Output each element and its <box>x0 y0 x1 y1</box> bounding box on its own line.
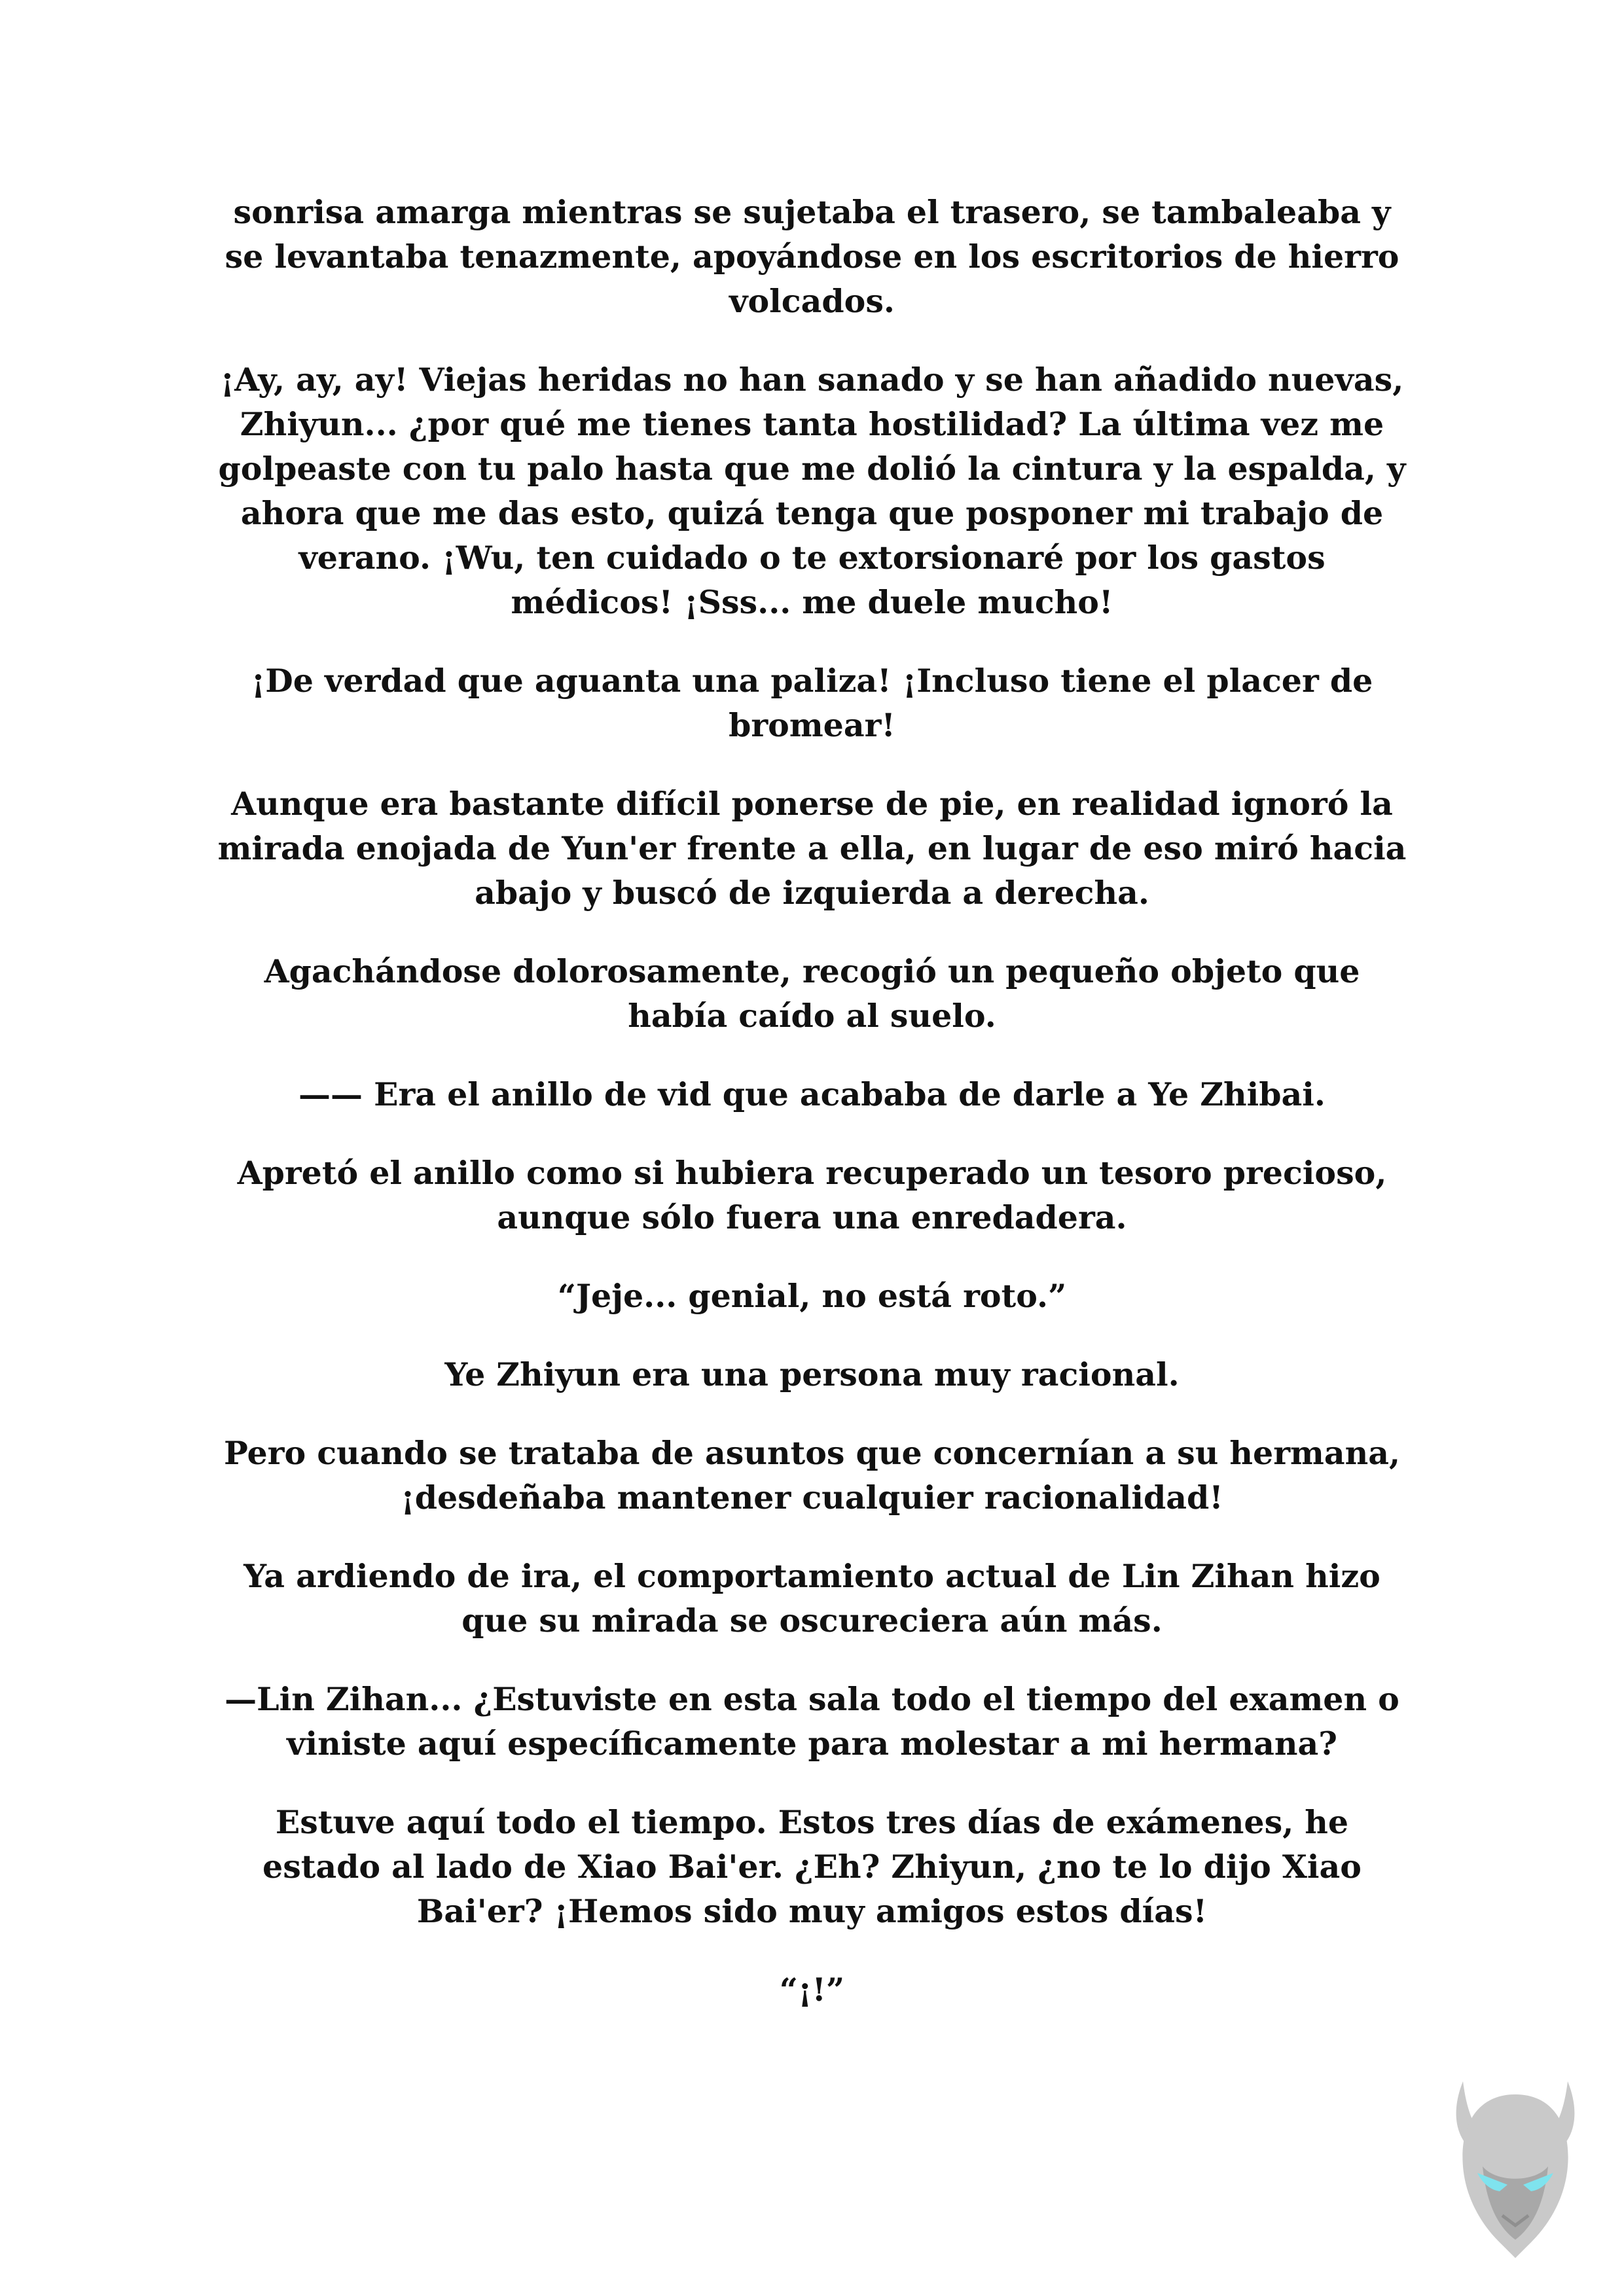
paragraph: Pero cuando se trataba de asuntos que concernían a su hermana, ¡desdeñaba mantener cualquier racionalidad! <box>223 1434 1401 1516</box>
paragraph: —Lin Zihan... ¿Estuviste en esta sala todo el tiempo del examen o viniste aquí específicamente para molestar a mi hermana? <box>225 1680 1399 1763</box>
paragraph: ¡De verdad que aguanta una paliza! ¡Incluso tiene el placer de bromear! <box>251 662 1373 744</box>
paragraph: Ye Zhiyun era una persona muy racional. <box>444 1355 1180 1393</box>
paragraph: —— Era el anillo de vid que acababa de darle a Ye Zhibai. <box>298 1075 1326 1113</box>
paragraph: ¡Ay, ay, ay! Viejas heridas no han sanado y se han añadido nuevas, Zhiyun... ¿por qué me tienes tanta hostilidad? La última vez me golpeaste con tu palo hasta que me dolió la cintura y la espalda, y ahora que me das esto, quizá tenga que posponer mi trabajo de verano. ¡Wu, ten cuidado o te extorsionaré por los gastos médicos! ¡Sss... me duele mucho! <box>218 361 1406 621</box>
paragraph: Apretó el anillo como si hubiera recuperado un tesoro precioso, aunque sólo fuera una enredadera. <box>237 1154 1387 1236</box>
demon-head-logo-icon <box>1437 2068 1594 2265</box>
body-text <box>216 190 1408 2046</box>
paragraph: sonrisa amarga mientras se sujetaba el trasero, se tambaleaba y se levantaba tenazmente, apoyándose en los escritorios de hierro volcados. <box>225 193 1399 320</box>
paragraph: “¡!” <box>779 1971 845 2009</box>
paragraph: Aunque era bastante difícil ponerse de pie, en realidad ignoró la mirada enojada de Yun'er frente a ella, en lugar de eso miró hacia abajo y buscó de izquierda a derecha. <box>217 785 1407 912</box>
paragraph: “Jeje... genial, no está roto.” <box>557 1277 1067 1315</box>
paragraph: Estuve aquí todo el tiempo. Estos tres días de exámenes, he estado al lado de Xiao Bai'er. ¿Eh? Zhiyun, ¿no te lo dijo Xiao Bai'er? ¡Hemos sido muy amigos estos días! <box>262 1803 1362 1930</box>
paragraph: Agachándose dolorosamente, recogió un pequeño objeto que había caído al suelo. <box>264 952 1360 1035</box>
paragraph: Ya ardiendo de ira, el comportamiento actual de Lin Zihan hizo que su mirada se oscureciera aún más. <box>244 1557 1380 1640</box>
